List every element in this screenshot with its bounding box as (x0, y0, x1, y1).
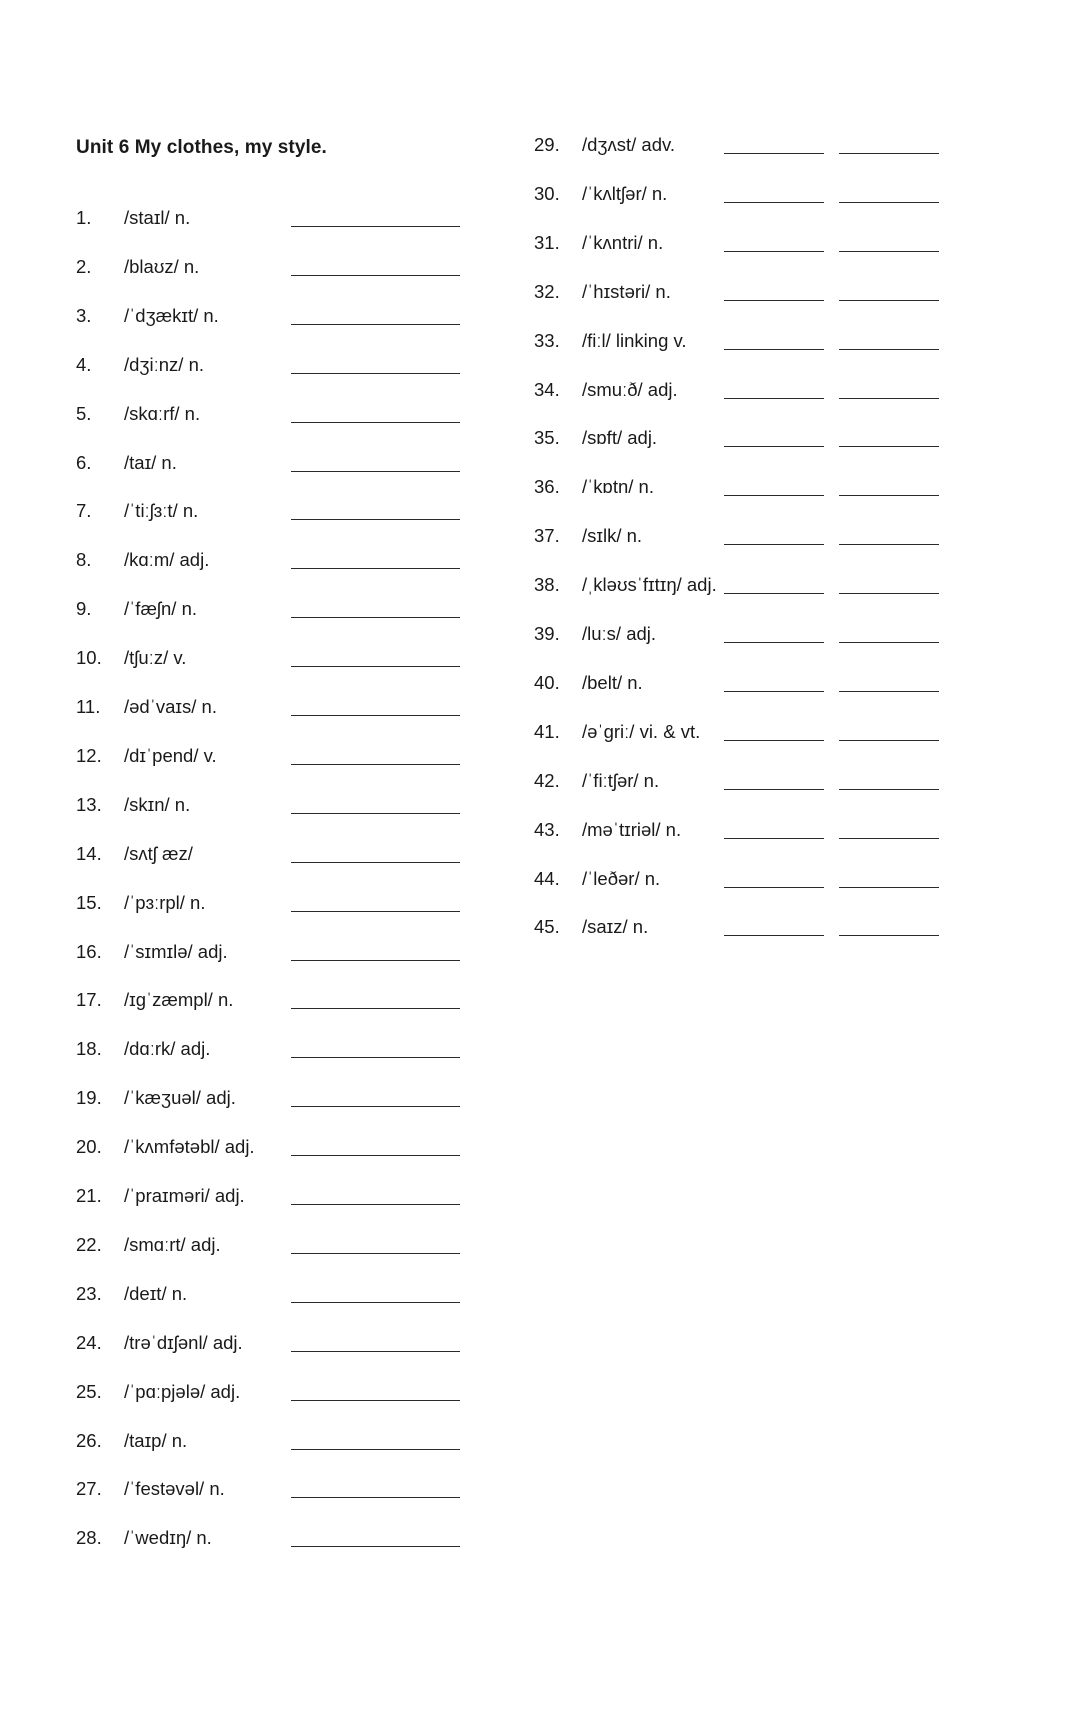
item-number: 14. (76, 842, 102, 864)
item-number: 28. (76, 1527, 102, 1549)
vocab-item (76, 1382, 496, 1402)
phonetic-entry: /ˈfæʃn/ n. (124, 598, 197, 620)
answer-blank-meaning[interactable] (358, 1302, 460, 1303)
phonetic-entry: /əˈɡriː/ vi. & vt. (582, 720, 701, 742)
item-number: 36. (534, 476, 560, 498)
answer-blank-meaning[interactable] (358, 226, 460, 227)
answer-blank-meaning[interactable] (358, 519, 460, 520)
answer-blank-meaning[interactable] (358, 568, 460, 569)
answer-blank-meaning[interactable] (358, 715, 460, 716)
vocab-item (76, 306, 496, 326)
answer-blank-meaning[interactable] (839, 349, 939, 350)
item-number: 6. (76, 451, 92, 473)
vocab-item (76, 844, 496, 864)
vocab-item (76, 746, 496, 766)
phonetic-entry: /taɪ/ n. (124, 451, 177, 473)
answer-blank-meaning[interactable] (358, 764, 460, 765)
answer-blank-meaning[interactable] (358, 862, 460, 863)
vocab-item (76, 1235, 496, 1255)
vocab-item (76, 893, 496, 913)
phonetic-entry: /məˈtɪriəl/ n. (582, 818, 682, 840)
phonetic-entry: /dɪˈpend/ v. (124, 744, 217, 766)
phonetic-entry: /ədˈvaɪs/ n. (124, 696, 217, 717)
answer-blank-meaning[interactable] (358, 1106, 460, 1107)
answer-blank-meaning[interactable] (839, 887, 939, 888)
phonetic-entry: /skɪn/ n. (124, 793, 191, 815)
vocab-item (76, 697, 496, 717)
answer-blank-meaning[interactable] (358, 1155, 460, 1156)
phonetic-entry: /ˈkæʒuəl/ adj. (124, 1087, 236, 1109)
item-number: 25. (76, 1380, 102, 1402)
answer-blank-meaning[interactable] (358, 1204, 460, 1205)
vocab-item (534, 722, 954, 742)
phonetic-entry: /ˈpraɪməri/ adj. (124, 1185, 245, 1206)
vocab-item (76, 942, 496, 962)
item-number: 30. (534, 182, 560, 204)
item-number: 34. (534, 378, 560, 400)
vocab-item (534, 673, 954, 693)
answer-blank-word[interactable] (724, 251, 824, 252)
item-number: 38. (534, 574, 560, 596)
phonetic-entry: /luːs/ adj. (582, 623, 657, 644)
vocab-item (76, 208, 496, 228)
phonetic-entry: /tʃuːz/ v. (124, 647, 187, 669)
vocab-item (534, 135, 954, 155)
phonetic-entry: /belt/ n. (582, 671, 643, 693)
item-number: 43. (534, 818, 560, 840)
item-number: 23. (76, 1282, 102, 1304)
phonetic-entry: /ˈfiːtʃər/ n. (582, 769, 660, 791)
answer-blank-meaning[interactable] (358, 1057, 460, 1058)
phonetic-entry: /ˈleðər/ n. (582, 867, 661, 889)
answer-blank-word[interactable] (724, 935, 824, 936)
item-number: 15. (76, 891, 102, 913)
phonetic-entry: /dɑːrk/ adj. (124, 1038, 211, 1060)
vocab-item (534, 282, 954, 302)
phonetic-entry: /smɑːrt/ adj. (124, 1233, 221, 1255)
item-number: 40. (534, 671, 560, 693)
item-number: 16. (76, 940, 102, 962)
answer-blank-meaning[interactable] (358, 1449, 460, 1450)
answer-blank-meaning[interactable] (839, 446, 939, 447)
phonetic-entry: /sɪlk/ n. (582, 525, 643, 547)
phonetic-entry: /ˈtiːʃɜːt/ n. (124, 500, 199, 522)
phonetic-entry: /ˈsɪmɪlə/ adj. (124, 940, 228, 962)
item-number: 27. (76, 1478, 102, 1500)
vocab-item (76, 990, 496, 1010)
answer-blank-meaning[interactable] (358, 1400, 460, 1401)
vocab-item (76, 1431, 496, 1451)
answer-blank-meaning[interactable] (358, 1546, 460, 1547)
item-number: 45. (534, 916, 560, 938)
answer-blank-word[interactable] (724, 838, 824, 839)
answer-blank-meaning[interactable] (358, 960, 460, 961)
vocab-item (76, 599, 496, 619)
item-number: 37. (534, 525, 560, 547)
answer-blank-meaning[interactable] (839, 740, 939, 741)
answer-blank-meaning[interactable] (358, 275, 460, 276)
vocab-item (534, 917, 954, 937)
phonetic-entry: /ˈkʌltʃər/ n. (582, 182, 668, 204)
vocab-item (534, 380, 954, 400)
answer-blank-word[interactable] (724, 495, 824, 496)
vocab-item (76, 1528, 496, 1548)
phonetic-entry: /ˈdʒækɪt/ n. (124, 304, 219, 326)
answer-blank-word[interactable] (724, 446, 824, 447)
vocab-item (534, 184, 954, 204)
item-number: 21. (76, 1185, 102, 1206)
phonetic-entry: /ɪɡˈzæmpl/ n. (124, 989, 234, 1011)
vocab-item (76, 1039, 496, 1059)
phonetic-entry: /smuːð/ adj. (582, 378, 678, 400)
vocab-item (534, 477, 954, 497)
phonetic-entry: /taɪp/ n. (124, 1429, 188, 1451)
phonetic-entry: /ˈkɒtn/ n. (582, 476, 654, 498)
answer-blank-meaning[interactable] (358, 813, 460, 814)
page-title: Unit 6 My clothes, my style. (76, 137, 327, 158)
answer-blank-meaning[interactable] (839, 593, 939, 594)
item-number: 22. (76, 1233, 102, 1255)
phonetic-entry: /sɒft/ adj. (582, 427, 658, 449)
item-number: 42. (534, 769, 560, 791)
answer-blank-meaning[interactable] (358, 324, 460, 325)
item-number: 17. (76, 989, 102, 1011)
vocab-item (76, 1088, 496, 1108)
vocab-item (76, 648, 496, 668)
item-number: 12. (76, 744, 102, 766)
answer-blank-word[interactable] (724, 642, 824, 643)
answer-blank-meaning[interactable] (358, 471, 460, 472)
item-number: 26. (76, 1429, 102, 1451)
item-number: 4. (76, 353, 92, 375)
answer-blank-word[interactable] (724, 300, 824, 301)
vocab-item (76, 1186, 496, 1206)
vocab-item (76, 1479, 496, 1499)
phonetic-entry: /staɪl/ n. (124, 207, 191, 228)
answer-blank-meaning[interactable] (358, 373, 460, 374)
answer-blank-meaning[interactable] (839, 691, 939, 692)
vocab-item (76, 355, 496, 375)
answer-blank-meaning[interactable] (358, 1008, 460, 1009)
answer-blank-meaning[interactable] (358, 666, 460, 667)
phonetic-entry: /ˈfestəvəl/ n. (124, 1478, 225, 1500)
phonetic-entry: /trəˈdɪʃənl/ adj. (124, 1331, 243, 1353)
item-number: 13. (76, 793, 102, 815)
answer-blank-word[interactable] (724, 398, 824, 399)
answer-blank-meaning[interactable] (839, 300, 939, 301)
phonetic-entry: /saɪz/ n. (582, 916, 649, 938)
answer-blank-meaning[interactable] (839, 838, 939, 839)
phonetic-entry: /kɑːm/ adj. (124, 549, 210, 571)
vocab-item (76, 453, 496, 473)
answer-blank-word[interactable] (724, 153, 824, 154)
vocab-item (76, 795, 496, 815)
answer-blank-meaning[interactable] (358, 617, 460, 618)
item-number: 35. (534, 427, 560, 449)
phonetic-entry: /ˈpɑːpjələ/ adj. (124, 1380, 241, 1402)
answer-blank-word[interactable] (724, 691, 824, 692)
vocab-item (76, 257, 496, 277)
item-number: 7. (76, 500, 92, 522)
answer-blank-meaning[interactable] (358, 1351, 460, 1352)
answer-blank-meaning[interactable] (358, 911, 460, 912)
answer-blank-meaning[interactable] (839, 544, 939, 545)
item-number: 18. (76, 1038, 102, 1060)
answer-blank-meaning[interactable] (839, 495, 939, 496)
item-number: 9. (76, 598, 92, 620)
vocab-item (534, 428, 954, 448)
answer-blank-meaning[interactable] (839, 202, 939, 203)
vocab-item (76, 1333, 496, 1353)
item-number: 44. (534, 867, 560, 889)
vocab-item (76, 404, 496, 424)
item-number: 10. (76, 647, 102, 669)
item-number: 2. (76, 255, 92, 277)
vocab-item (76, 550, 496, 570)
answer-blank-word[interactable] (724, 789, 824, 790)
item-number: 39. (534, 623, 560, 644)
vocab-item (534, 771, 954, 791)
item-number: 1. (76, 207, 92, 228)
item-number: 32. (534, 280, 560, 302)
phonetic-entry: /dʒʌst/ adv. (582, 134, 676, 155)
answer-blank-meaning[interactable] (358, 1253, 460, 1254)
item-number: 31. (534, 231, 560, 253)
phonetic-entry: /sʌtʃ æz/ (124, 842, 193, 864)
answer-blank-meaning[interactable] (839, 251, 939, 252)
item-number: 3. (76, 304, 92, 326)
item-number: 11. (76, 696, 101, 717)
phonetic-entry: /ˌkləʊsˈfɪtɪŋ/ adj. (582, 574, 717, 596)
item-number: 29. (534, 134, 560, 155)
phonetic-entry: /ˈkʌmfətəbl/ adj. (124, 1136, 255, 1158)
vocab-item (534, 869, 954, 889)
vocab-item (534, 820, 954, 840)
answer-blank-word[interactable] (724, 202, 824, 203)
phonetic-entry: /fiːl/ linking v. (582, 329, 687, 351)
answer-blank-meaning[interactable] (839, 398, 939, 399)
answer-blank-word[interactable] (724, 544, 824, 545)
phonetic-entry: /ˈwedɪŋ/ n. (124, 1527, 212, 1549)
phonetic-entry: /ˈpɜːrpl/ n. (124, 891, 206, 913)
item-number: 33. (534, 329, 560, 351)
vocab-item (76, 501, 496, 521)
vocab-item (534, 233, 954, 253)
answer-blank-word[interactable] (724, 593, 824, 594)
item-number: 24. (76, 1331, 102, 1353)
answer-blank-word[interactable] (724, 740, 824, 741)
item-number: 5. (76, 402, 92, 424)
vocab-item (534, 624, 954, 644)
phonetic-entry: /deɪt/ n. (124, 1282, 188, 1304)
item-number: 20. (76, 1136, 102, 1158)
phonetic-entry: /ˈkʌntri/ n. (582, 231, 664, 253)
vocab-item (76, 1137, 496, 1157)
vocab-item (76, 1284, 496, 1304)
item-number: 8. (76, 549, 92, 571)
answer-blank-meaning[interactable] (839, 935, 939, 936)
phonetic-entry: /skɑːrf/ n. (124, 402, 201, 424)
answer-blank-word[interactable] (724, 349, 824, 350)
answer-blank-meaning[interactable] (358, 422, 460, 423)
vocab-item (534, 331, 954, 351)
vocab-item (534, 526, 954, 546)
answer-blank-word[interactable] (724, 887, 824, 888)
vocab-item (534, 575, 954, 595)
answer-blank-meaning[interactable] (839, 642, 939, 643)
answer-blank-meaning[interactable] (358, 1497, 460, 1498)
answer-blank-meaning[interactable] (839, 789, 939, 790)
phonetic-entry: /blaʊz/ n. (124, 255, 200, 277)
item-number: 19. (76, 1087, 102, 1109)
item-number: 41. (534, 720, 560, 742)
phonetic-entry: /dʒiːnz/ n. (124, 353, 205, 375)
answer-blank-meaning[interactable] (839, 153, 939, 154)
phonetic-entry: /ˈhɪstəri/ n. (582, 280, 671, 302)
